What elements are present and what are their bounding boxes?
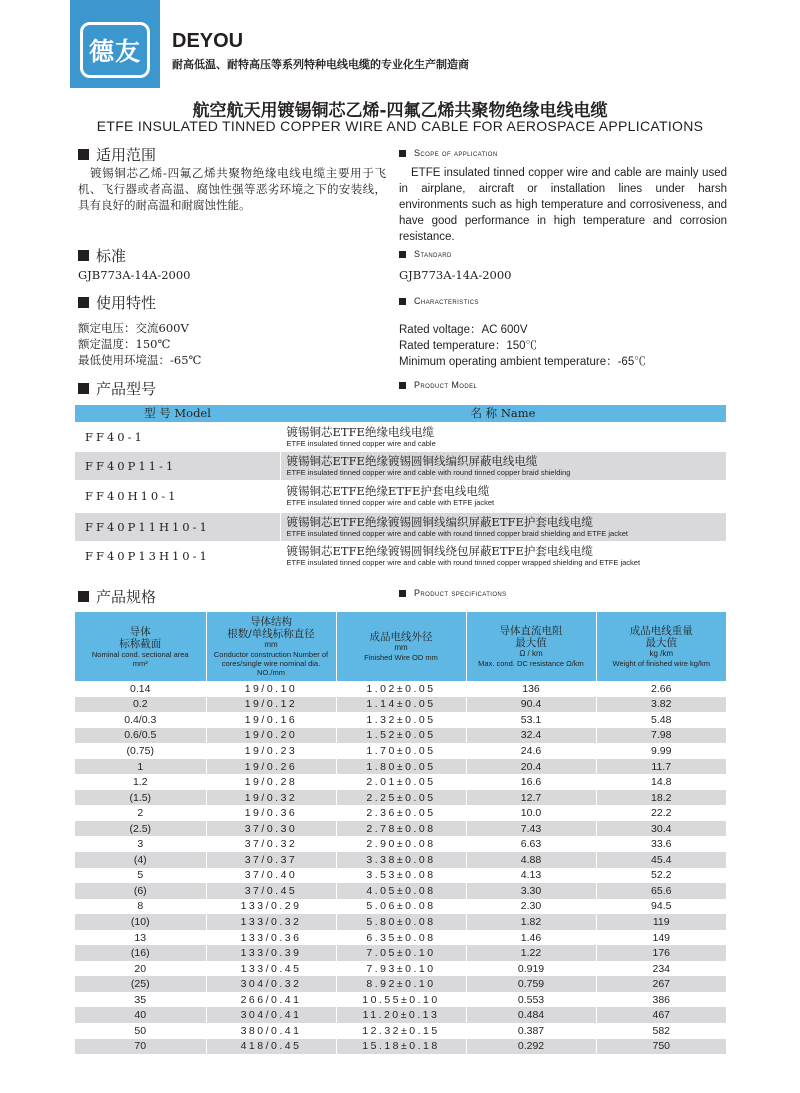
spec-cell-resistance: 12.7 <box>466 790 596 806</box>
table-row <box>75 899 726 915</box>
spec-cell-construction: 19/0.16 <box>206 712 336 728</box>
model-name-cn: 镀锡铜芯ETFE绝缘镀锡圆铜线编织屏蔽ETFE护套电线电缆 <box>286 514 593 529</box>
table-row <box>75 480 726 512</box>
spec-cell-weight: 30.4 <box>596 821 726 837</box>
spec-cell-construction: 133/0.29 <box>206 899 336 915</box>
spec-cell-weight: 65.6 <box>596 883 726 899</box>
spec-cell-weight: 45.4 <box>596 852 726 868</box>
spec-cell-construction: 19/0.32 <box>206 790 336 806</box>
spec-cell-resistance: 6.63 <box>466 836 596 852</box>
spec-cell-cross-section: 3 <box>75 836 206 852</box>
table-row <box>75 422 726 451</box>
table-row <box>75 541 726 570</box>
model-code: FF40P13H10-1 <box>75 541 280 570</box>
characteristic-line-cn: 额定电压：交流600V <box>78 321 189 335</box>
spec-cell-outer-diameter: 5.06±0.08 <box>336 899 466 915</box>
section-scope-heading-cn: 适用范围 <box>78 144 156 165</box>
spec-cell-cross-section: 8 <box>75 899 206 915</box>
section-characteristics-heading-en: Characteristics <box>399 296 479 306</box>
table-row <box>75 945 726 961</box>
name-column-header: 名 称 Name <box>280 405 726 422</box>
product-model-table <box>75 405 726 571</box>
spec-cell-outer-diameter: 7.93±0.10 <box>336 961 466 977</box>
spec-cell-outer-diameter: 2.01±0.05 <box>336 774 466 790</box>
spec-cell-cross-section: 5 <box>75 868 206 884</box>
bullet-square-icon <box>78 591 89 602</box>
spec-cell-resistance: 53.1 <box>466 712 596 728</box>
page-title-en: ETFE INSULATED TINNED COPPER WIRE AND CABLE FOR AEROSPACE APPLICATIONS <box>96 118 704 134</box>
spec-cell-outer-diameter: 3.38±0.08 <box>336 852 466 868</box>
bullet-square-icon <box>399 382 406 389</box>
table-row <box>75 743 726 759</box>
spec-cell-cross-section: (2.5) <box>75 821 206 837</box>
table-row <box>75 790 726 806</box>
model-code: FF40P11H10-1 <box>75 512 280 541</box>
spec-header-cross-section: 导体 标称截面 Nominal cond. sectional area mm² <box>75 612 206 681</box>
spec-cell-resistance: 4.88 <box>466 852 596 868</box>
spec-cell-weight: 52.2 <box>651 869 672 882</box>
spec-cell-cross-section: 0.14 <box>75 681 206 697</box>
table-row <box>75 976 726 992</box>
spec-cell-cross-section: 20 <box>75 961 206 977</box>
section-spec-heading-en: Product specifications <box>399 588 507 598</box>
spec-cell-weight: 14.8 <box>651 776 672 789</box>
scope-text-cn: 镀锡铜芯乙烯-四氟乙烯共聚物绝缘电线电缆主要用于飞机、飞行器或者高温、腐蚀性强等恶劣环境之下的安装线，具有良好的耐高温和耐腐蚀性能。 <box>78 166 386 212</box>
spec-cell-resistance: 32.4 <box>466 728 596 744</box>
table-row <box>75 805 726 821</box>
spec-cell-weight: 119 <box>596 914 726 930</box>
spec-cell-outer-diameter: 5.80±0.08 <box>336 914 466 930</box>
section-standard-heading-en: Standard <box>399 249 452 259</box>
spec-cell-construction: 133/0.36 <box>206 930 336 946</box>
spec-cell-cross-section: (6) <box>75 883 206 899</box>
spec-cell-construction: 19/0.23 <box>206 743 336 759</box>
spec-cell-resistance: 90.4 <box>466 697 596 713</box>
model-name-en: ETFE insulated tinned copper wire and cable <box>286 438 436 448</box>
spec-cell-construction: 133/0.39 <box>206 945 336 961</box>
spec-cell-resistance: 0.387 <box>466 1023 596 1039</box>
spec-cell-outer-diameter: 15.18±0.18 <box>336 1039 466 1055</box>
section-spec-heading-cn: 产品规格 <box>78 586 156 607</box>
spec-cell-construction: 418/0.45 <box>206 1039 336 1055</box>
model-name-cn: 镀锡铜芯ETFE绝缘镀锡圆铜线编织屏蔽电线电缆 <box>286 453 538 468</box>
spec-cell-weight: 3.82 <box>596 697 726 713</box>
spec-cell-cross-section: (16) <box>75 945 206 961</box>
spec-cell-weight: 9.99 <box>651 744 672 757</box>
spec-cell-cross-section: 0.2 <box>75 697 206 713</box>
spec-cell-construction: 133/0.45 <box>206 961 336 977</box>
section-scope-heading-en: Scope of application <box>399 148 498 158</box>
spec-cell-construction: 380/0.41 <box>206 1023 336 1039</box>
spec-cell-resistance: 136 <box>466 681 596 697</box>
table-row <box>75 1039 726 1055</box>
characteristic-line-cn: 最低使用环境温：-65℃ <box>78 353 202 367</box>
spec-cell-construction: 19/0.12 <box>206 697 336 713</box>
spec-header-construction: 导体结构 根数/单线标称直径 mm Conductor construction Number of cores/single wire nominal dia. NO./mm <box>206 612 336 681</box>
spec-cell-outer-diameter: 2.25±0.05 <box>336 790 466 806</box>
characteristic-line-en: Minimum operating ambient temperature：-65℃ <box>399 356 646 368</box>
spec-cell-cross-section: 40 <box>75 1007 206 1023</box>
table-row <box>75 914 726 930</box>
spec-cell-outer-diameter: 7.05±0.10 <box>336 945 466 961</box>
spec-cell-weight: 176 <box>596 945 726 961</box>
characteristic-line-en: Rated temperature：150℃ <box>399 340 538 352</box>
spec-cell-weight: 582 <box>652 1024 671 1037</box>
model-name <box>280 541 726 570</box>
spec-cell-resistance: 3.30 <box>466 883 596 899</box>
spec-cell-cross-section: 2 <box>75 805 206 821</box>
table-row <box>75 728 726 744</box>
spec-cell-construction: 133/0.32 <box>206 914 336 930</box>
spec-cell-cross-section: 35 <box>75 992 206 1008</box>
model-code: FF40-1 <box>75 422 280 451</box>
spec-cell-cross-section: 1.2 <box>75 774 206 790</box>
model-column-header: 型 号 Model <box>75 405 280 422</box>
model-name <box>280 480 726 512</box>
model-name-en: ETFE insulated tinned copper wire and cable with round tinned copper braid shielding <box>286 467 571 477</box>
spec-cell-weight: 149 <box>652 931 671 944</box>
spec-cell-weight: 267 <box>596 976 726 992</box>
model-table-header <box>75 405 726 422</box>
spec-cell-construction: 37/0.32 <box>206 836 336 852</box>
spec-cell-outer-diameter: 2.90±0.08 <box>336 836 466 852</box>
spec-cell-resistance: 4.13 <box>466 868 596 884</box>
spec-cell-weight: 11.7 <box>596 759 726 775</box>
bullet-square-icon <box>78 297 89 308</box>
spec-cell-weight: 7.98 <box>596 728 726 744</box>
spec-cell-outer-diameter: 1.14±0.05 <box>336 697 466 713</box>
spec-cell-weight: 467 <box>596 1007 726 1023</box>
spec-cell-resistance: 24.6 <box>466 743 596 759</box>
spec-cell-resistance: 1.46 <box>466 930 596 946</box>
section-model-heading-en: Product Model <box>399 380 477 390</box>
spec-header-resistance: 导体直流电阻 最大值 Ω / km Max. cond. DC resistance Ω/km <box>466 612 596 681</box>
spec-cell-resistance: 1.82 <box>466 914 596 930</box>
spec-cell-cross-section: 1 <box>75 759 206 775</box>
spec-cell-cross-section: 0.4/0.3 <box>75 712 206 728</box>
table-row <box>75 759 726 775</box>
bullet-square-icon <box>399 298 406 305</box>
model-name-cn: 镀锡铜芯ETFE绝缘ETFE护套电线电缆 <box>286 484 490 498</box>
brand-name: DEYOU <box>172 30 244 52</box>
model-name <box>280 512 726 541</box>
spec-cell-resistance: 1.22 <box>466 945 596 961</box>
spec-cell-outer-diameter: 2.36±0.05 <box>336 805 466 821</box>
brand-tagline: 耐高低温、耐特高压等系列特种电线电缆的专业化生产制造商 <box>172 58 469 71</box>
table-row <box>75 836 726 852</box>
model-name-en: ETFE insulated tinned copper wire and cable with round tinned copper braid shielding and ETFE jacket <box>286 528 628 538</box>
model-name-en: ETFE insulated tinned copper wire and cable with ETFE jacket <box>286 498 495 507</box>
table-row <box>75 1007 726 1023</box>
table-row <box>75 451 726 480</box>
spec-cell-resistance: 7.43 <box>466 821 596 837</box>
bullet-square-icon <box>399 251 406 258</box>
spec-cell-cross-section: 13 <box>75 930 206 946</box>
table-row <box>75 774 726 790</box>
spec-cell-construction: 37/0.30 <box>206 821 336 837</box>
model-code: FF40H10-1 <box>75 480 280 512</box>
spec-cell-resistance: 16.6 <box>466 774 596 790</box>
spec-cell-resistance: 0.919 <box>466 961 596 977</box>
spec-cell-outer-diameter: 4.05±0.08 <box>336 883 466 899</box>
model-name-cn: 镀锡铜芯ETFE绝缘镀锡圆铜线绕包屏蔽ETFE护套电线电缆 <box>286 543 593 558</box>
scope-text-en: ETFE insulated tinned copper wire and cable are mainly used in airplane, aircraft or installation lines under harsh environments such as high temperature and corrosiveness, and have good performance in high temperature and corrosion resistance. <box>399 167 727 243</box>
table-row <box>75 930 726 946</box>
page-title-cn: 航空航天用镀锡铜芯乙烯-四氟乙烯共聚物绝缘电线电缆 <box>192 101 608 121</box>
spec-cell-outer-diameter: 3.53±0.08 <box>336 868 466 884</box>
table-row <box>75 681 726 697</box>
spec-cell-construction: 19/0.36 <box>206 805 336 821</box>
standard-value-en: GJB773A-14A-2000 <box>399 268 512 282</box>
spec-cell-outer-diameter: 1.02±0.05 <box>336 681 466 697</box>
spec-cell-outer-diameter: 1.80±0.05 <box>336 759 466 775</box>
spec-cell-cross-section: 70 <box>75 1039 206 1055</box>
characteristic-line-cn: 额定温度：150℃ <box>78 337 171 351</box>
spec-cell-outer-diameter: 1.32±0.05 <box>336 712 466 728</box>
table-row <box>75 512 726 541</box>
spec-cell-construction: 19/0.26 <box>206 759 336 775</box>
spec-cell-outer-diameter: 6.35±0.08 <box>336 930 466 946</box>
spec-cell-weight: 94.5 <box>651 900 672 913</box>
spec-cell-weight: 18.2 <box>596 790 726 806</box>
spec-cell-cross-section: (1.5) <box>75 790 206 806</box>
table-row <box>75 992 726 1008</box>
spec-cell-construction: 266/0.41 <box>206 992 336 1008</box>
bullet-square-icon <box>78 250 89 261</box>
spec-cell-cross-section: 50 <box>75 1023 206 1039</box>
model-code: FF40P11-1 <box>75 451 280 480</box>
table-row <box>75 852 726 868</box>
spec-cell-construction: 304/0.41 <box>206 1007 336 1023</box>
spec-cell-cross-section: (25) <box>75 976 206 992</box>
spec-cell-construction: 19/0.10 <box>206 681 336 697</box>
spec-cell-outer-diameter: 11.20±0.13 <box>336 1007 466 1023</box>
spec-cell-weight: 22.2 <box>651 807 672 820</box>
bullet-square-icon <box>78 383 89 394</box>
spec-cell-outer-diameter: 12.32±0.15 <box>336 1023 466 1039</box>
table-row <box>75 961 726 977</box>
table-row <box>75 883 726 899</box>
spec-cell-outer-diameter: 8.92±0.10 <box>336 976 466 992</box>
model-name-cn: 镀锡铜芯ETFE绝缘电线电缆 <box>286 424 434 439</box>
spec-cell-weight: 386 <box>652 993 671 1006</box>
spec-cell-resistance: 2.30 <box>466 899 596 915</box>
table-row <box>75 697 726 713</box>
spec-cell-resistance: 10.0 <box>466 805 596 821</box>
standard-value-cn: GJB773A-14A-2000 <box>78 268 191 282</box>
spec-cell-outer-diameter: 1.52±0.05 <box>336 728 466 744</box>
spec-cell-weight: 5.48 <box>651 713 672 726</box>
logo-text: 德友 <box>88 37 141 66</box>
spec-cell-outer-diameter: 1.70±0.05 <box>336 743 466 759</box>
spec-cell-resistance: 20.4 <box>466 759 596 775</box>
spec-cell-resistance: 0.553 <box>466 992 596 1008</box>
table-row <box>75 868 726 884</box>
spec-cell-cross-section: (4) <box>75 852 206 868</box>
product-spec-table <box>75 612 726 1054</box>
spec-cell-construction: 37/0.40 <box>206 868 336 884</box>
spec-cell-outer-diameter: 2.78±0.08 <box>336 821 466 837</box>
spec-cell-cross-section: (10) <box>75 914 206 930</box>
characteristic-line-en: Rated voltage：AC 600V <box>399 324 528 336</box>
spec-cell-cross-section: (0.75) <box>75 743 206 759</box>
spec-cell-weight: 33.6 <box>651 838 672 851</box>
spec-header-weight: 成品电线重量 最大值 kg /km Weight of finished wire kg/km <box>596 612 726 681</box>
spec-cell-outer-diameter: 10.55±0.10 <box>336 992 466 1008</box>
spec-cell-resistance: 0.759 <box>466 976 596 992</box>
spec-cell-resistance: 0.484 <box>466 1007 596 1023</box>
spec-table-body <box>75 681 726 1054</box>
table-row <box>75 821 726 837</box>
spec-cell-construction: 37/0.45 <box>206 883 336 899</box>
bullet-square-icon <box>399 590 406 597</box>
spec-cell-construction: 19/0.28 <box>206 774 336 790</box>
model-name <box>280 422 726 451</box>
section-model-heading-cn: 产品型号 <box>78 378 156 399</box>
spec-cell-cross-section: 0.6/0.5 <box>75 728 206 744</box>
company-logo <box>80 22 150 78</box>
spec-cell-weight: 234 <box>652 962 671 975</box>
model-name-en: ETFE insulated tinned copper wire and cable with round tinned copper wrapped shielding and ETFE jacket <box>286 557 641 567</box>
section-characteristics-heading-cn: 使用特性 <box>78 292 156 313</box>
table-row <box>75 712 726 728</box>
model-name <box>280 451 726 480</box>
section-standard-heading-cn: 标准 <box>78 245 126 266</box>
spec-cell-construction: 37/0.37 <box>206 852 336 868</box>
spec-header-outer-diameter: 成品电线外径 mm Finished Wire OD mm <box>336 612 466 681</box>
bullet-square-icon <box>399 150 406 157</box>
spec-cell-construction: 304/0.32 <box>206 976 336 992</box>
table-row <box>75 1023 726 1039</box>
spec-table-header <box>75 612 726 681</box>
spec-cell-weight: 750 <box>596 1039 726 1055</box>
spec-cell-resistance: 0.292 <box>466 1039 596 1055</box>
spec-cell-construction: 19/0.20 <box>206 728 336 744</box>
bullet-square-icon <box>78 149 89 160</box>
spec-cell-weight: 2.66 <box>651 682 672 695</box>
